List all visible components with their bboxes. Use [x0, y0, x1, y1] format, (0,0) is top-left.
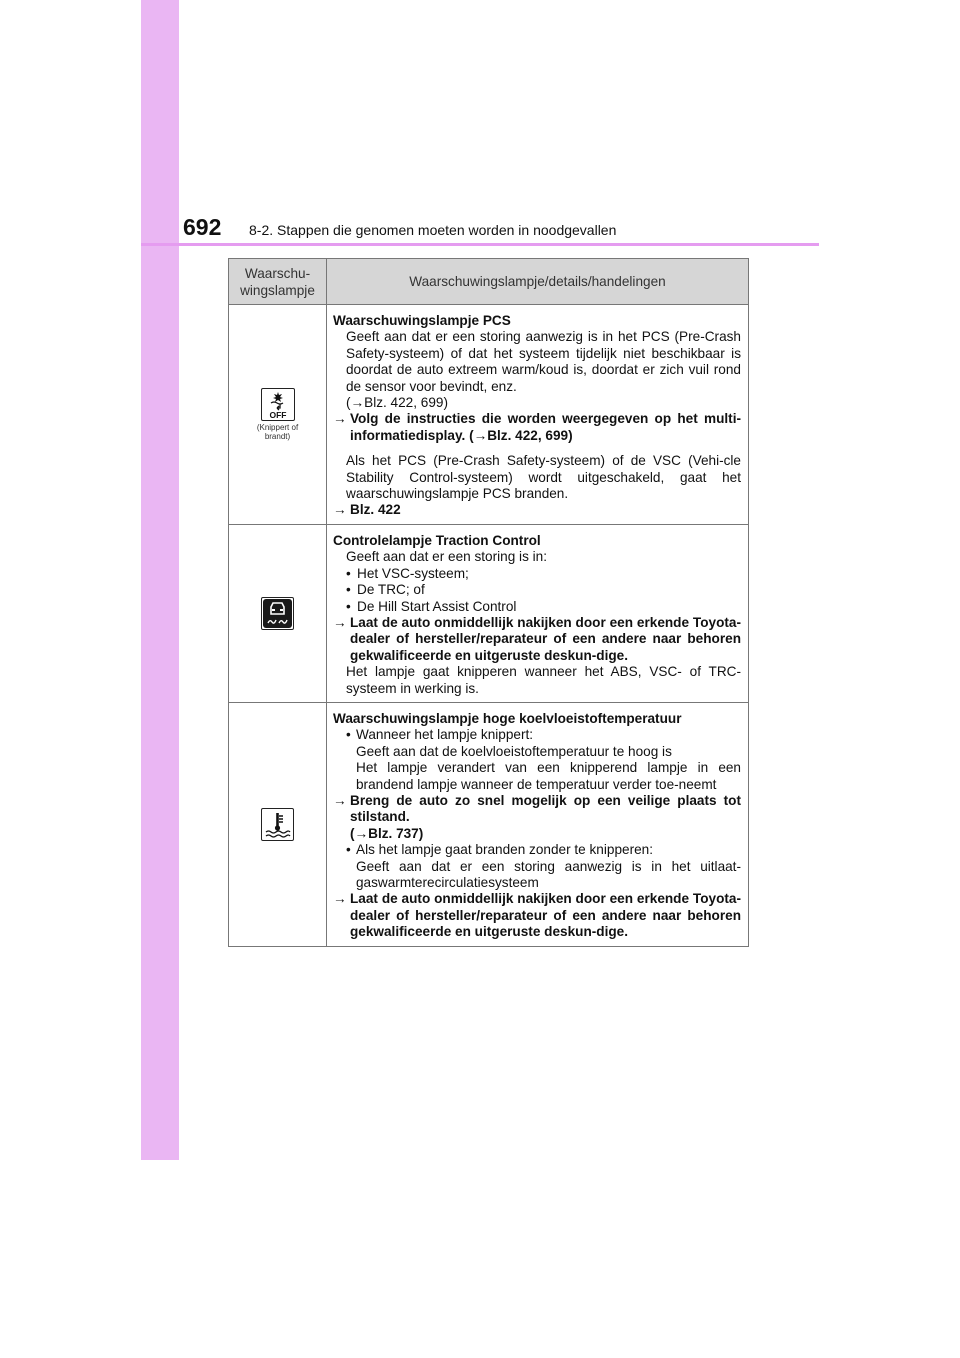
- bullet-icon: •: [346, 582, 351, 598]
- arrow-icon: →: [333, 792, 347, 808]
- row-title: Waarschuwingslampje PCS: [333, 313, 511, 328]
- details-cell: [327, 702, 749, 946]
- table-row: [229, 305, 749, 525]
- details-cell: [327, 524, 749, 702]
- table-row: [229, 524, 749, 702]
- traction-control-icon: [261, 597, 294, 630]
- list-item: [333, 566, 741, 582]
- bullet-text: Wanneer het lampje knippert:: [356, 727, 534, 743]
- action-text: Laat de auto onmiddellijk nakijken door een erkende Toyota-dealer of hersteller/reparateur of een andere naar behoren gekwalificeerde en uitgeruste deskun-dige.: [350, 891, 741, 940]
- warning-lights-table: [228, 258, 749, 947]
- row-description: Geeft aan dat er een storing aanwezig is in het PCS (Pre-Crash Safety-systeem) of dat het systeem tijdelijk niet beschikbaar is doordat de auto extreem warm/koud is, doordat er zich vuil rond de sensor voor bevindt, enz.: [346, 329, 741, 394]
- pcs-off-icon: [261, 388, 295, 421]
- table-row: [229, 702, 749, 946]
- action-item: [333, 615, 741, 664]
- arrow-icon: →: [333, 614, 347, 630]
- icon-cell: [229, 702, 327, 946]
- bullet-text: Het VSC-systeem;: [357, 565, 469, 581]
- column-header-icon: Waarschu- wingslampje: [229, 259, 327, 305]
- action-item: [333, 411, 741, 444]
- list-item: [333, 727, 741, 743]
- header-rule: [141, 243, 819, 246]
- bullet-detail: Het lampje verandert van een knipperend lampje in een brandend lampje wanneer de temperatuur verder toe-neemt: [356, 760, 741, 792]
- action-item: [333, 891, 741, 940]
- bullet-icon: •: [346, 598, 351, 614]
- arrow-icon: →: [333, 891, 347, 907]
- bullet-text: Als het lampje gaat branden zonder te knipperen:: [356, 842, 653, 858]
- column-header-details: Waarschuwingslampje/details/handelingen: [327, 259, 749, 305]
- bullet-text: De TRC; of: [357, 582, 425, 598]
- bullet-icon: •: [346, 565, 351, 581]
- arrow-icon: →: [333, 411, 347, 427]
- list-item: [333, 599, 741, 615]
- action-text: Laat de auto onmiddellijk nakijken door een erkende Toyota-dealer of hersteller/reparateur of een andere naar behoren gekwalificeerde en uitgeruste deskun-dige.: [350, 614, 741, 663]
- coolant-temperature-icon: [261, 808, 294, 841]
- page-number: 692: [183, 214, 222, 240]
- bullet-detail: Geeft aan dat er een storing aanwezig is in het uitlaat-gaswarmterecirculatiesysteem: [356, 858, 741, 890]
- action-reference: (→Blz. 737): [350, 825, 424, 841]
- bullet-icon: •: [346, 727, 351, 743]
- list-item: [333, 582, 741, 598]
- row-reference: (→Blz. 422, 699): [346, 395, 448, 411]
- action-item: [333, 502, 741, 518]
- arrow-icon: →: [333, 502, 347, 518]
- row-description: Geeft aan dat er een storing is in:: [346, 549, 548, 565]
- table-header-row: [229, 259, 749, 305]
- row-title: Controlelampje Traction Control: [333, 532, 541, 548]
- action-text: Breng de auto zo snel mogelijk op een veilige plaats tot stilstand.: [350, 792, 741, 825]
- bullet-text: De Hill Start Assist Control: [357, 598, 517, 614]
- side-color-band: [141, 0, 179, 1160]
- action-text: Volg de instructies die worden weergegeven op het multi-informatiedisplay. (→Blz. 422, 699): [350, 411, 741, 443]
- icon-cell: [229, 305, 327, 525]
- row-note: Als het PCS (Pre-Crash Safety-systeem) of de VSC (Vehi-cle Stability Control-systeem) wordt uitgeschakeld, gaat het waarschuwingslampje PCS branden.: [346, 453, 741, 502]
- action-item: [333, 793, 741, 826]
- icon-caption: (Knippert of brandt): [256, 422, 299, 441]
- action-text: Blz. 422: [350, 502, 401, 518]
- icon-cell: [229, 524, 327, 702]
- bullet-icon: •: [346, 842, 351, 858]
- svg-text:OFF: OFF: [269, 409, 286, 420]
- chapter-title: 8-2. Stappen die genomen moeten worden in noodgevallen: [249, 222, 617, 238]
- list-item: [333, 842, 741, 858]
- details-cell: [327, 305, 749, 525]
- row-note: Het lampje gaat knipperen wanneer het ABS, VSC- of TRC-systeem in werking is.: [346, 664, 741, 696]
- bullet-detail: Geeft aan dat de koelvloeistoftemperatuur te hoog is: [356, 743, 672, 759]
- row-title: Waarschuwingslampje hoge koelvloeistoftemperatuur: [333, 710, 682, 726]
